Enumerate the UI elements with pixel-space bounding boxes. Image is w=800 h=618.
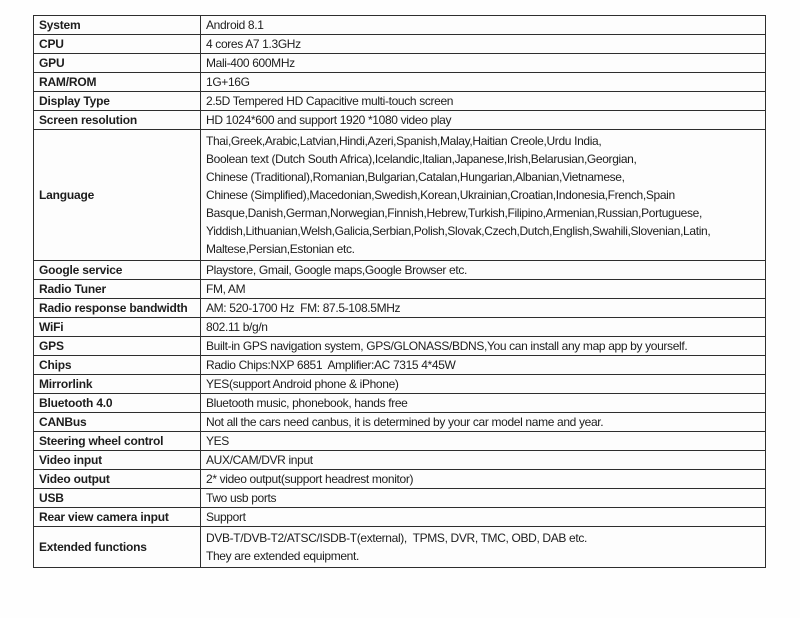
spec-value-display-type <box>201 92 766 111</box>
spec-label-bluetooth: Bluetooth 4.0 <box>34 394 201 413</box>
spec-value-google-service <box>201 261 766 280</box>
spec-label-gps: GPS <box>34 337 201 356</box>
spec-label-usb: USB <box>34 489 201 508</box>
spec-value-text: 1G+16G <box>206 75 250 89</box>
spec-value-text: Built-in GPS navigation system, GPS/GLONASS/BDNS,You can install any map app by yourself. <box>206 339 688 353</box>
spec-value-text: FM, AM <box>206 282 246 296</box>
spec-value-steering-wheel-control <box>201 432 766 451</box>
spec-value-video-output <box>201 470 766 489</box>
spec-label-chips: Chips <box>34 356 201 375</box>
spec-row-system <box>34 16 766 35</box>
spec-label-wifi: WiFi <box>34 318 201 337</box>
spec-value-usb <box>201 489 766 508</box>
spec-label-extended-functions: Extended functions <box>34 527 201 568</box>
spec-row-radio-response-bandwidth <box>34 299 766 318</box>
spec-label-video-input: Video input <box>34 451 201 470</box>
spec-row-gpu <box>34 54 766 73</box>
spec-value-text: Support <box>206 510 246 524</box>
spec-row-radio-tuner <box>34 280 766 299</box>
spec-value-system <box>201 16 766 35</box>
spec-row-mirrorlink <box>34 375 766 394</box>
spec-row-extended-functions <box>34 527 766 568</box>
spec-label-radio-tuner: Radio Tuner <box>34 280 201 299</box>
spec-label-screen-resolution: Screen resolution <box>34 111 201 130</box>
spec-row-video-input <box>34 451 766 470</box>
spec-value-bluetooth <box>201 394 766 413</box>
spec-value-text: YES(support Android phone & iPhone) <box>206 377 399 391</box>
spec-row-canbus <box>34 413 766 432</box>
spec-value-screen-resolution <box>201 111 766 130</box>
spec-label-ram-rom: RAM/ROM <box>34 73 201 92</box>
spec-label-language: Language <box>34 130 201 261</box>
spec-value-text: Playstore, Gmail, Google maps,Google Browser etc. <box>206 263 467 277</box>
spec-row-steering-wheel-control <box>34 432 766 451</box>
spec-label-google-service: Google service <box>34 261 201 280</box>
spec-value-text: Basque,Danish,German,Norwegian,Finnish,Hebrew,Turkish,Filipino,Armenian,Russian,Portuguese, <box>206 206 702 220</box>
spec-value-text: Maltese,Persian,Estonian etc. <box>206 242 355 256</box>
spec-row-language <box>34 130 766 261</box>
spec-label-system: System <box>34 16 201 35</box>
spec-label-radio-response-bandwidth: Radio response bandwidth <box>34 299 201 318</box>
spec-label-steering-wheel-control: Steering wheel control <box>34 432 201 451</box>
spec-label-mirrorlink: Mirrorlink <box>34 375 201 394</box>
spec-value-text: Yiddish,Lithuanian,Welsh,Galicia,Serbian,Polish,Slovak,Czech,Dutch,English,Swahili,Slovenian,Latin, <box>206 224 711 238</box>
spec-label-video-output: Video output <box>34 470 201 489</box>
spec-value-text: 4 cores A7 1.3GHz <box>206 37 301 51</box>
spec-value-rear-view-camera-input <box>201 508 766 527</box>
spec-value-chips <box>201 356 766 375</box>
spec-value-wifi <box>201 318 766 337</box>
spec-value-text: 802.11 b/g/n <box>206 320 268 334</box>
spec-value-ram-rom <box>201 73 766 92</box>
spec-value-text: Mali-400 600MHz <box>206 56 295 70</box>
spec-label-cpu: CPU <box>34 35 201 54</box>
spec-value-gpu <box>201 54 766 73</box>
spec-row-bluetooth <box>34 394 766 413</box>
spec-value-text: AUX/CAM/DVR input <box>206 453 313 467</box>
spec-value-text: HD 1024*600 and support 1920 *1080 video play <box>206 113 452 127</box>
spec-row-video-output <box>34 470 766 489</box>
spec-row-usb <box>34 489 766 508</box>
spec-label-display-type: Display Type <box>34 92 201 111</box>
spec-value-gps <box>201 337 766 356</box>
spec-value-radio-response-bandwidth <box>201 299 766 318</box>
spec-row-display-type <box>34 92 766 111</box>
spec-value-text: YES <box>206 434 229 448</box>
spec-table <box>33 15 766 568</box>
spec-row-wifi <box>34 318 766 337</box>
spec-value-text: Not all the cars need canbus, it is determined by your car model name and year. <box>206 415 604 429</box>
spec-value-cpu <box>201 35 766 54</box>
spec-value-extended-functions <box>201 527 766 568</box>
spec-row-chips <box>34 356 766 375</box>
spec-value-video-input <box>201 451 766 470</box>
spec-row-ram-rom <box>34 73 766 92</box>
spec-value-radio-tuner <box>201 280 766 299</box>
spec-row-google-service <box>34 261 766 280</box>
spec-value-text: 2* video output(support headrest monitor) <box>206 472 414 486</box>
spec-value-text: Chinese (Traditional),Romanian,Bulgarian,Catalan,Hungarian,Albanian,Vietnamese, <box>206 170 625 184</box>
spec-value-text: Bluetooth music, phonebook, hands free <box>206 396 408 410</box>
spec-value-text: AM: 520-1700 Hz FM: 87.5-108.5MHz <box>206 301 401 315</box>
spec-row-gps <box>34 337 766 356</box>
spec-value-text: Two usb ports <box>206 491 277 505</box>
spec-value-canbus <box>201 413 766 432</box>
spec-label-canbus: CANBus <box>34 413 201 432</box>
spec-value-mirrorlink <box>201 375 766 394</box>
spec-label-gpu: GPU <box>34 54 201 73</box>
spec-row-rear-view-camera-input <box>34 508 766 527</box>
spec-value-text: DVB-T/DVB-T2/ATSC/ISDB-T(external), TPMS, DVR, TMC, OBD, DAB etc. <box>206 531 587 545</box>
spec-value-text: Android 8.1 <box>206 18 264 32</box>
spec-value-text: Boolean text (Dutch South Africa),Icelandic,Italian,Japanese,Irish,Belarusian,Georgian, <box>206 152 637 166</box>
spec-row-cpu <box>34 35 766 54</box>
spec-value-text: They are extended equipment. <box>206 549 359 563</box>
spec-row-screen-resolution <box>34 111 766 130</box>
spec-label-rear-view-camera-input: Rear view camera input <box>34 508 201 527</box>
spec-value-text: Chinese (Simplified),Macedonian,Swedish,Korean,Ukrainian,Croatian,Indonesia,French,Spain <box>206 188 675 202</box>
spec-value-language <box>201 130 766 261</box>
spec-value-text: Thai,Greek,Arabic,Latvian,Hindi,Azeri,Spanish,Malay,Haitian Creole,Urdu India, <box>206 134 602 148</box>
spec-value-text: Radio Chips:NXP 6851 Amplifier:AC 7315 4*45W <box>206 358 456 372</box>
spec-value-text: 2.5D Tempered HD Capacitive multi-touch screen <box>206 94 454 108</box>
